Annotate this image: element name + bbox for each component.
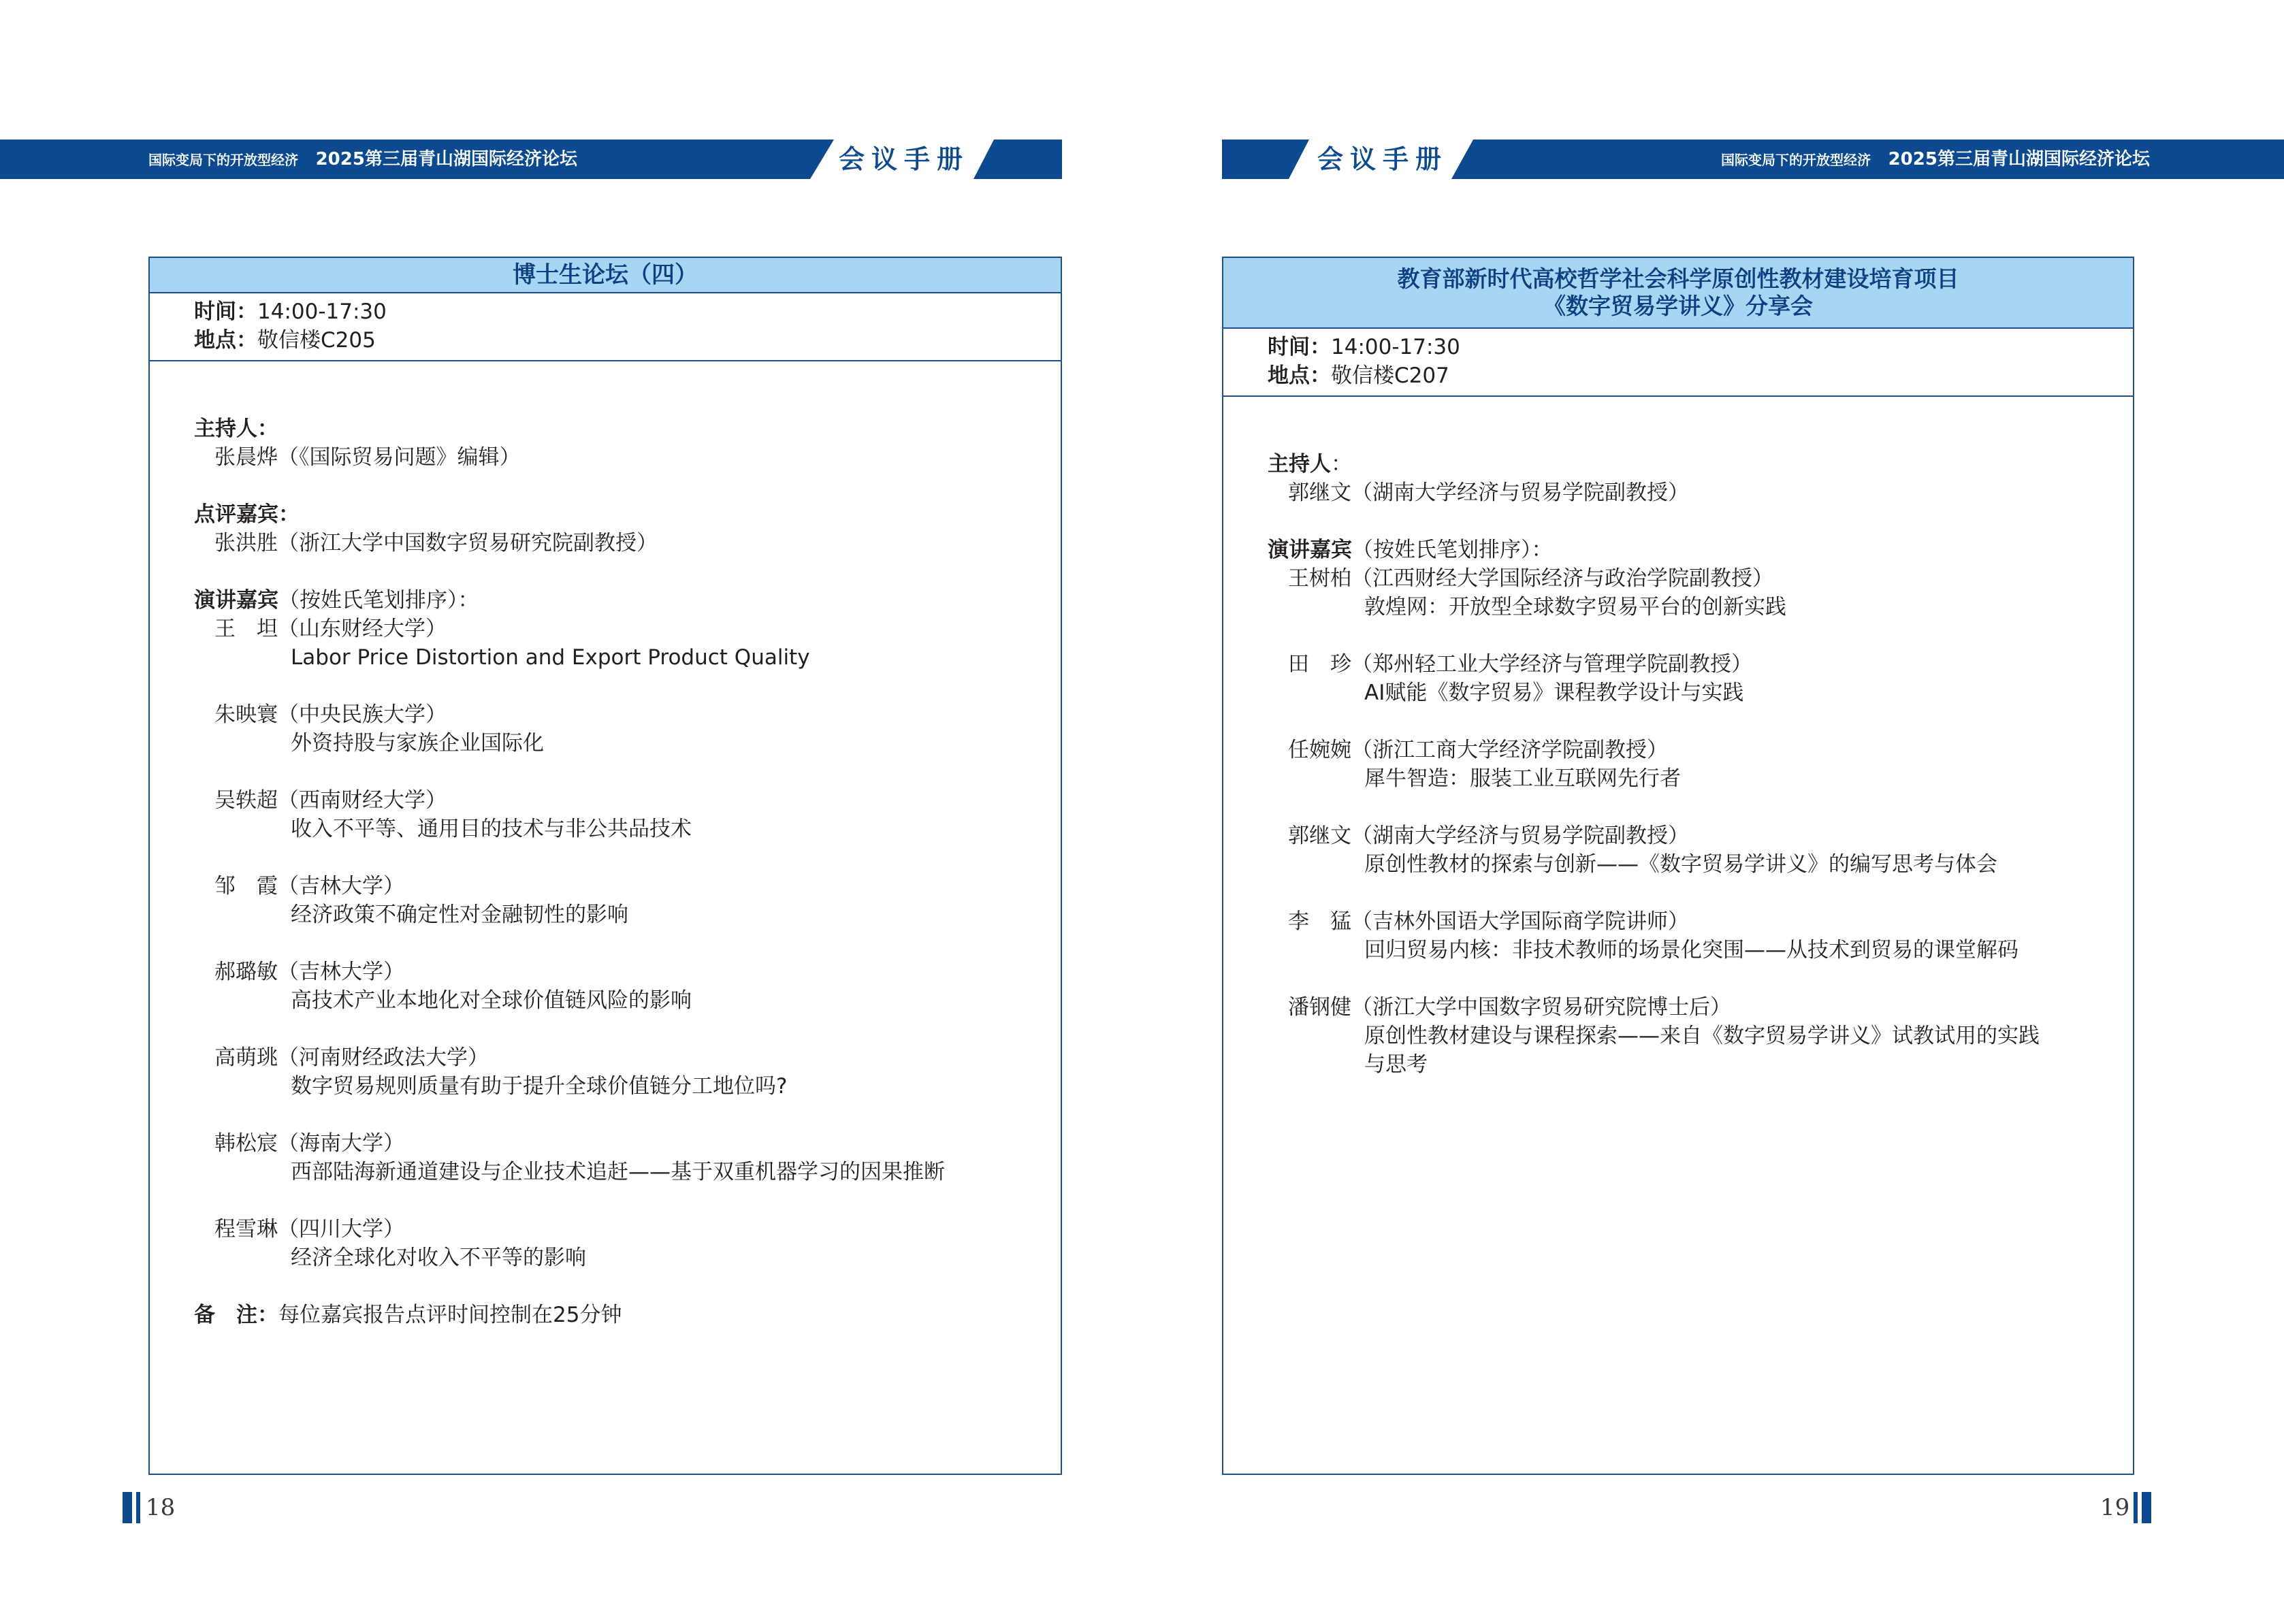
right-speaker-name: 王树柏（江西财经大学国际经济与政治学院副教授） [1288, 566, 1773, 591]
right-speaker-name: 田 珍（郑州轻工业大学经济与管理学院副教授） [1288, 652, 1752, 677]
left-page-bar-thin [136, 1492, 140, 1523]
right-meta-section [1223, 329, 2133, 397]
right-box-title [1223, 258, 2133, 329]
right-speaker-topic: 原创性教材的探索与创新——《数字贸易学讲义》的编写思考与体会 [1364, 852, 1997, 877]
left-manual-label: 会议手册 [839, 144, 970, 174]
left-speaker-name: 王 坦（山东财经大学） [214, 617, 447, 641]
left-speaker-topic: 数字贸易规则质量有助于提升全球价值链分工地位吗? [291, 1074, 788, 1099]
left-speaker-name: 邹 霞（吉林大学） [214, 874, 404, 898]
right-host-label: 主持人 [1268, 452, 1331, 476]
left-host: 张晨烨（《国际贸易问题》编辑） [214, 445, 521, 470]
right-place-value: 敬信楼C207 [1331, 363, 1449, 388]
right-time-label: 时间： [1268, 335, 1331, 359]
left-place-label: 地点： [194, 328, 257, 353]
left-speaker-name: 高萌珧（河南财经政法大学） [214, 1045, 489, 1070]
left-header-tab [974, 140, 1062, 179]
right-speaker-name: 郭继文（湖南大学经济与贸易学院副教授） [1288, 824, 1689, 848]
right-manual-label: 会议手册 [1317, 144, 1449, 174]
right-header-text [1721, 140, 2150, 179]
left-commentator-label: 点评嘉宾： [194, 502, 300, 527]
left-place-row [194, 326, 376, 355]
left-speaker-name: 吴轶超（西南财经大学） [214, 788, 447, 813]
left-page-number: 18 [146, 1494, 176, 1521]
left-speakers-heading [194, 586, 479, 615]
left-commentator: 张洪胜（浙江大学中国数字贸易研究院副教授） [214, 531, 658, 555]
right-speakers-note: （按姓氏笔划排序）： [1352, 538, 1553, 562]
left-header-text [148, 140, 577, 179]
left-title-text: 博士生论坛（四） [513, 261, 698, 289]
right-header-forum: 2025第三届青山湖国际经济论坛 [1888, 149, 2150, 169]
left-time-label: 时间： [194, 299, 257, 324]
left-speaker-topic: 西部陆海新通道建设与企业技术追赶——基于双重机器学习的因果推断 [291, 1160, 945, 1184]
right-speaker-topic: 回归贸易内核：非技术教师的场景化突围——从技术到贸易的课堂解码 [1364, 938, 2018, 962]
right-host-colon: ： [1331, 452, 1352, 476]
right-speaker-topic: 犀牛智造：服装工业互联网先行者 [1364, 766, 1681, 791]
right-page-bar [2142, 1492, 2151, 1523]
right-title-line1: 教育部新时代高校哲学社会科学原创性教材建设培育项目 [1397, 265, 1959, 292]
left-speakers-label: 演讲嘉宾 [194, 588, 278, 613]
left-speaker-topic: Labor Price Distortion and Export Product Quality [291, 645, 810, 670]
right-page-number: 19 [2100, 1494, 2130, 1521]
right-host: 郭继文（湖南大学经济与贸易学院副教授） [1288, 481, 1689, 505]
right-program-box [1222, 257, 2134, 1475]
left-note: 每位嘉宾报告点评时间控制在25分钟 [278, 1303, 622, 1327]
left-speaker-name: 韩松宸（海南大学） [214, 1131, 404, 1156]
right-speaker-name: 李 猛（吉林外国语大学国际商学院讲师） [1288, 909, 1689, 934]
left-note-label: 备 注： [194, 1303, 278, 1327]
right-speaker-topic-cont: 与思考 [1364, 1052, 1428, 1077]
right-title-line2: 《数字贸易学讲义》分享会 [1543, 293, 1813, 319]
left-speakers-note: （按姓氏笔划排序）： [278, 588, 479, 613]
left-speaker-name: 程雪琳（四川大学） [214, 1217, 404, 1241]
right-header-tab [1222, 140, 1309, 179]
right-header-subtitle: 国际变局下的开放型经济 [1721, 152, 1871, 168]
right-place-label: 地点： [1268, 363, 1331, 388]
right-speakers-label: 演讲嘉宾 [1268, 538, 1352, 562]
left-speaker-name: 郝璐敏（吉林大学） [214, 960, 404, 984]
right-time-value: 14:00-17:30 [1331, 335, 1460, 359]
right-place-row [1268, 361, 1449, 390]
left-host-label: 主持人： [194, 417, 278, 441]
right-time-row [1268, 333, 1460, 361]
left-speaker-topic: 经济政策不确定性对金融韧性的影响 [291, 903, 628, 927]
right-speakers-heading [1268, 536, 1553, 564]
right-speaker-topic: 原创性教材建设与课程探索——来自《数字贸易学讲义》试教试用的实践 [1364, 1024, 2040, 1048]
left-header-forum: 2025第三届青山湖国际经济论坛 [315, 149, 577, 169]
left-speaker-topic: 高技术产业本地化对全球价值链风险的影响 [291, 988, 692, 1013]
left-speaker-name: 朱映寰（中央民族大学） [214, 702, 447, 727]
left-speaker-topic: 经济全球化对收入不平等的影响 [291, 1246, 586, 1270]
left-meta-section [150, 293, 1061, 361]
left-speaker-topic: 收入不平等、通用目的技术与非公共品技术 [291, 817, 692, 841]
left-page-bar [123, 1492, 132, 1523]
left-note-row [194, 1301, 622, 1329]
left-box-title [150, 258, 1061, 293]
right-speaker-topic: 敦煌网：开放型全球数字贸易平台的创新实践 [1364, 595, 1786, 619]
left-speaker-topic: 外资持股与家族企业国际化 [291, 731, 544, 756]
left-header-subtitle: 国际变局下的开放型经济 [148, 152, 298, 168]
right-speaker-name: 潘钢健（浙江大学中国数字贸易研究院博士后） [1288, 995, 1731, 1020]
left-place-value: 敬信楼C205 [257, 328, 376, 353]
left-time-row [194, 297, 387, 326]
right-host-heading [1268, 450, 1352, 478]
right-speaker-name: 任婉婉（浙江工商大学经济学院副教授） [1288, 738, 1668, 762]
right-speaker-topic: AI赋能《数字贸易》课程教学设计与实践 [1364, 681, 1744, 705]
left-program-box [148, 257, 1062, 1475]
right-page-bar-thin [2134, 1492, 2138, 1523]
left-time-value: 14:00-17:30 [257, 299, 387, 324]
